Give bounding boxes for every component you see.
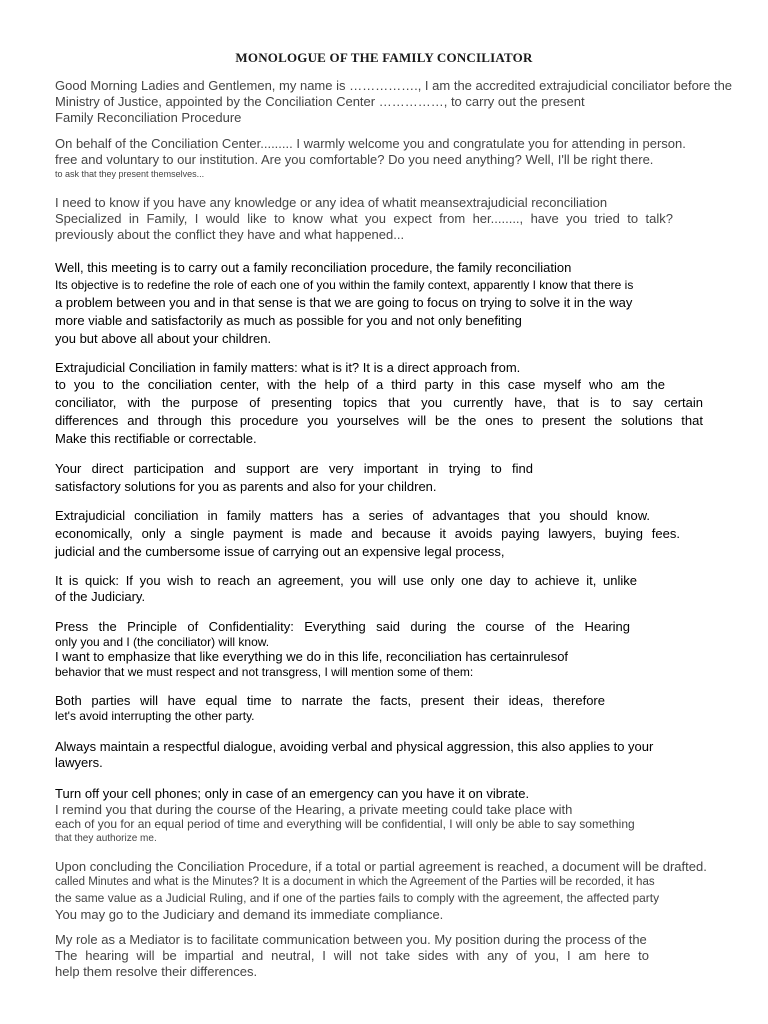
text-line: You may go to the Judiciary and demand its immediate compliance. [55,907,444,922]
paragraph-participation [55,460,735,496]
text-line: more viable and satisfactorily as much as possible for you and not only benefiting [55,313,522,328]
text-line-content: to you to the conciliation center, with the help of a third party in this case myself who am the [55,377,665,392]
text-line: previously about the conflict they have and what happened... [55,227,405,242]
text-line-content: Both parties will have equal time to narrate the facts, present their ideas, therefore [55,693,605,708]
paragraph-respect [55,739,735,771]
text-line: only you and I (the conciliator) will know. [55,635,270,649]
text-line [55,948,649,964]
paragraph-advantages [55,507,735,561]
paragraph-definition [55,360,735,448]
text-line [55,394,703,412]
text-line: On behalf of the Conciliation Center......... I warmly welcome you and congratulate you for attending in person. [55,136,686,151]
text-line: that they authorize me. [55,833,157,844]
paragraph-welcome [55,136,735,180]
text-line: called Minutes and what is the Minutes? It is a document in which the Agreement of the Parties will be recorded, it has [55,876,655,888]
text-line: I want to emphasize that like everything we do in this life, reconciliation has certainrulesof [55,649,569,664]
paragraph-meeting-purpose [55,260,735,348]
text-line: Ministry of Justice, appointed by the Conciliation Center ……………, to carry out the present [55,94,585,109]
text-line [55,619,630,635]
document-title: MONOLOGUE OF THE FAMILY CONCILIATOR [235,50,533,65]
text-line: Always maintain a respectful dialogue, avoiding verbal and physical aggression, this also applies to your [55,739,654,754]
text-line-content: differences and through this procedure you yourselves will be the ones to present the solutions that [55,413,703,428]
text-line [55,412,703,430]
paragraph-mediator-role [55,932,735,979]
text-line: Extrajudicial Conciliation in family matters: what is it? It is a direct approach from. [55,360,521,375]
text-line: help them resolve their differences. [55,964,258,979]
text-line-content: Specialized in Family, I would like to know what you expect from her........, have you tried to talk? [55,211,673,226]
paragraph-knowledge [55,195,735,243]
text-line: judicial and the cumbersome issue of carrying out an expensive legal process, [55,544,505,559]
text-line: Good Morning Ladies and Gentlemen, my name is ……………., I am the accredited extrajudicial conciliator before the [55,78,733,93]
text-line: Family Reconciliation Procedure [55,110,242,125]
paragraph-minutes [55,859,735,923]
paragraph-quick [55,573,735,605]
text-line [55,507,650,525]
text-line [55,525,680,543]
text-line: let's avoid interrupting the other party. [55,709,255,723]
text-line: Make this rectifiable or correctable. [55,431,257,446]
text-line: behavior that we must respect and not transgress, I will mention some of them: [55,665,474,679]
text-line: free and voluntary to our institution. Are you comfortable? Do you need anything? Well, I'll be right there. [55,152,654,167]
text-line: I need to know if you have any knowledge or any idea of whatit meansextrajudicial reconciliation [55,195,608,210]
text-line-content: The hearing will be impartial and neutral, I will not take sides with any of you, I am here to [55,948,649,963]
paragraph-equal-time [55,692,735,724]
text-line-content: conciliator, with the purpose of presenting topics that you currently have, that is to say certain [55,395,703,410]
text-line-content: It is quick: If you wish to reach an agreement, you will use only one day to achieve it, unlike [55,573,637,588]
text-line [55,376,665,394]
paragraph-confidentiality [55,619,735,680]
text-line: Turn off your cell phones; only in case of an emergency can you have it on vibrate. [55,786,530,801]
text-line: a problem between you and in that sense is that we are going to focus on trying to solve it in the way [55,295,633,310]
text-line-content: Extrajudicial conciliation in family matters has a series of advantages that you should know. [55,508,650,523]
text-line [55,692,605,709]
text-line-content: Your direct participation and support are very important in trying to find [55,461,533,476]
text-line: to ask that they present themselves... [55,169,205,179]
text-line [55,460,533,478]
paragraph-phones-private-meeting [55,786,735,846]
text-line: My role as a Mediator is to facilitate communication between you. My position during the process of the [55,932,647,947]
text-line: lawyers. [55,755,103,770]
text-line: Its objective is to redefine the role of each one of you within the family context, apparently I know that there is [55,278,634,292]
text-line: Upon concluding the Conciliation Procedure, if a total or partial agreement is reached, a document will be drafted. [55,859,707,874]
text-line [55,211,673,227]
text-line: I remind you that during the course of the Hearing, a private meeting could take place with [55,802,573,817]
text-line: you but above all about your children. [55,331,272,346]
text-line: Well, this meeting is to carry out a family reconciliation procedure, the family reconciliation [55,260,572,275]
paragraph-introduction [55,78,735,126]
text-line-content: Press the Principle of Confidentiality: Everything said during the course of the Hearing [55,619,630,634]
text-line: each of you for an equal period of time and everything will be confidential, I will only be able to say something [55,817,635,831]
text-line-content: economically, only a single payment is made and because it avoids paying lawyers, buying fees. [55,526,680,541]
text-line: the same value as a Judicial Ruling, and if one of the parties fails to comply with the agreement, the affected party [55,891,660,905]
text-line: satisfactory solutions for you as parents and also for your children. [55,479,437,494]
text-line: of the Judiciary. [55,589,146,604]
text-line [55,573,637,589]
